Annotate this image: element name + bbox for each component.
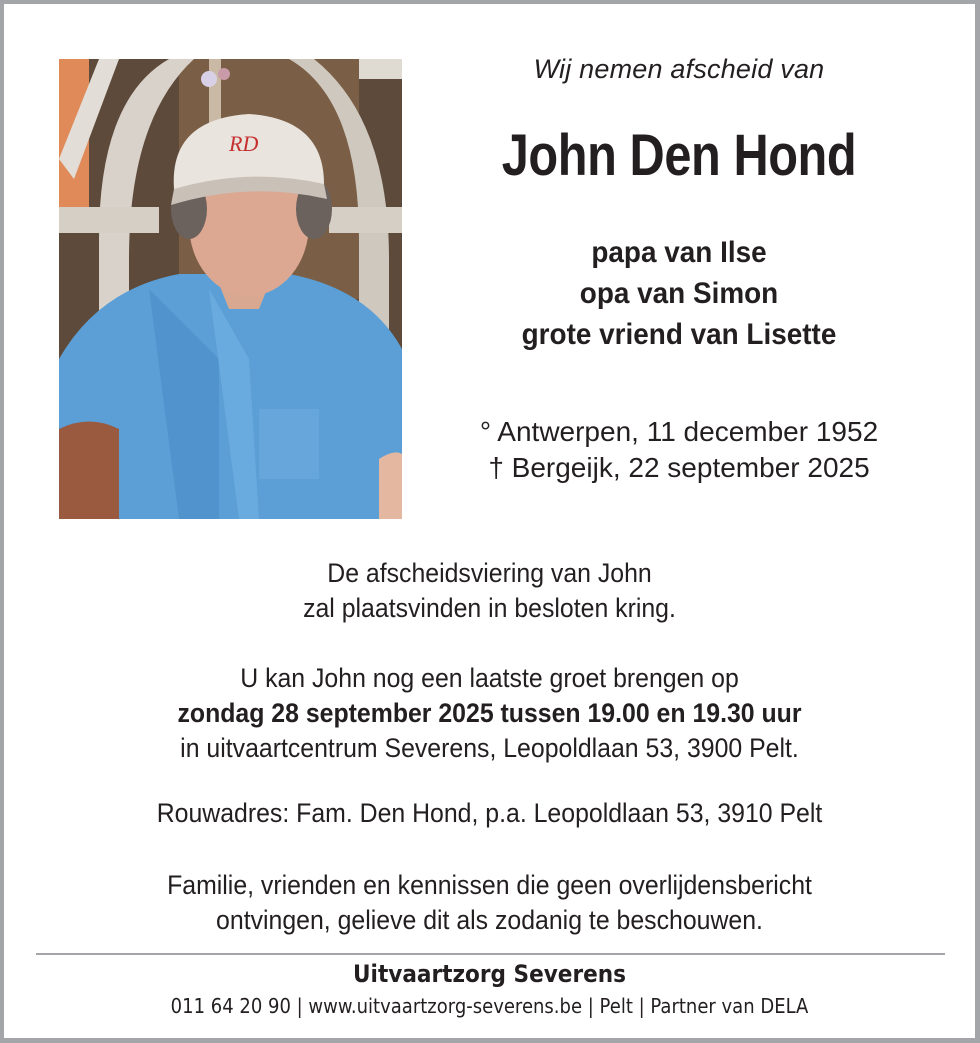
relation-item: papa van Ilse bbox=[591, 236, 767, 269]
death-date: † Bergeijk, 22 september 2025 bbox=[488, 452, 870, 483]
birth-date: ° Antwerpen, 11 december 1952 bbox=[479, 416, 879, 447]
visitation-datetime: zondag 28 september 2025 tussen 19.00 en 19.30 uur bbox=[177, 698, 802, 728]
deceased-name: John Den Hond bbox=[501, 123, 857, 188]
portrait-photo bbox=[59, 59, 402, 519]
footer-divider bbox=[36, 953, 945, 955]
relation-item: opa van Simon bbox=[579, 277, 779, 310]
funeral-home-name: Uitvaartzorg Severens bbox=[352, 960, 626, 988]
ceremony-text bbox=[43, 556, 936, 626]
svg-text:RD: RD bbox=[229, 131, 259, 156]
intro-text: Wij nemen afscheid van bbox=[533, 54, 825, 84]
notice-line: Familie, vrienden en kennissen die geen overlijdensbericht bbox=[167, 870, 812, 900]
portrait-image bbox=[59, 59, 402, 519]
life-dates bbox=[434, 414, 924, 486]
relations-list bbox=[451, 232, 907, 355]
notice-line: ontvingen, gelieve dit als zodanig te beschouwen. bbox=[216, 905, 763, 935]
mourning-address: Rouwadres: Fam. Den Hond, p.a. Leopoldlaan 53, 3910 Pelt bbox=[156, 798, 823, 828]
funeral-home-contact: 011 64 20 90 | www.uitvaartzorg-severens.be | Pelt | Partner van DELA bbox=[170, 994, 809, 1018]
relation-item: grote vriend van Lisette bbox=[521, 318, 837, 351]
notice-text bbox=[43, 868, 936, 938]
visitation-location: in uitvaartcentrum Severens, Leopoldlaan 53, 3900 Pelt. bbox=[180, 733, 799, 763]
ceremony-line: zal plaatsvinden in besloten kring. bbox=[303, 593, 676, 623]
visitation-text bbox=[43, 661, 936, 766]
ceremony-line: De afscheidsviering van John bbox=[327, 558, 652, 588]
obituary-card bbox=[4, 4, 975, 1038]
visitation-line: U kan John nog een laatste groet brengen op bbox=[240, 663, 739, 693]
